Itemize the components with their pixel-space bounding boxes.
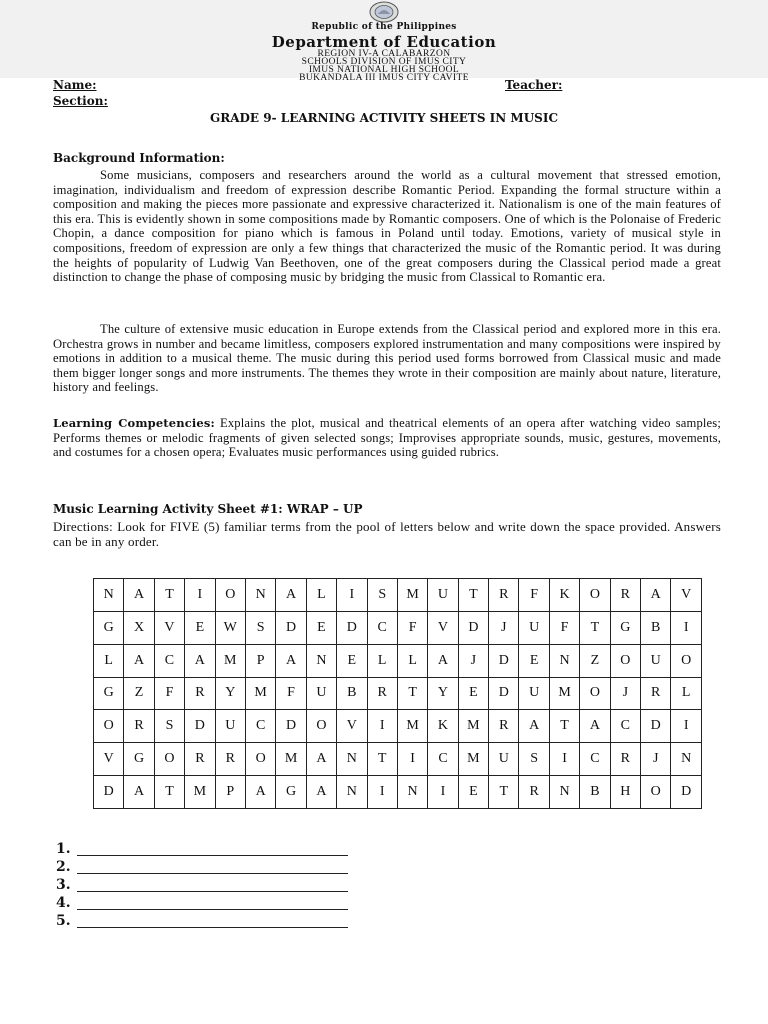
grid-cell[interactable]: F — [154, 677, 184, 710]
grid-cell[interactable]: T — [549, 710, 579, 743]
grid-cell[interactable]: A — [428, 644, 458, 677]
grid-cell[interactable]: I — [549, 743, 579, 776]
teacher-field[interactable]: Teacher: — [505, 78, 563, 92]
grid-cell[interactable]: S — [245, 611, 275, 644]
grid-cell[interactable]: N — [337, 776, 367, 809]
grid-cell[interactable]: T — [367, 743, 397, 776]
grid-cell[interactable]: N — [94, 579, 124, 612]
grid-cell[interactable]: T — [458, 579, 488, 612]
grid-cell[interactable]: Y — [428, 677, 458, 710]
grid-cell[interactable]: C — [245, 710, 275, 743]
grid-cell[interactable]: O — [306, 710, 336, 743]
grid-cell[interactable]: K — [549, 579, 579, 612]
grid-cell[interactable]: S — [154, 710, 184, 743]
grid-cell[interactable]: A — [124, 644, 154, 677]
grid-cell[interactable]: U — [215, 710, 245, 743]
activity-directions: Directions: Look for FIVE (5) familiar terms from the pool of letters below and write down the space provided. Answers can be in any order. — [53, 519, 721, 549]
grid-cell[interactable]: I — [428, 776, 458, 809]
grid-cell[interactable]: K — [428, 710, 458, 743]
grid-cell[interactable]: R — [519, 776, 549, 809]
grid-cell[interactable]: F — [549, 611, 579, 644]
deped-seal-icon — [369, 1, 399, 23]
grid-cell[interactable]: A — [124, 776, 154, 809]
grid-row — [94, 776, 702, 809]
grid-cell[interactable]: R — [489, 710, 519, 743]
grid-row — [94, 710, 702, 743]
grid-cell[interactable]: N — [549, 644, 579, 677]
answer-number: 5. — [56, 913, 71, 929]
grid-cell[interactable]: G — [276, 776, 306, 809]
grid-cell[interactable]: U — [641, 644, 671, 677]
grid-cell[interactable]: I — [397, 743, 427, 776]
grid-cell[interactable]: N — [337, 743, 367, 776]
region-line: REGION IV-A CALABARZON — [317, 49, 451, 59]
grid-cell[interactable]: A — [124, 579, 154, 612]
grid-cell[interactable]: A — [306, 743, 336, 776]
grid-cell[interactable]: Y — [215, 677, 245, 710]
grid-cell[interactable]: F — [519, 579, 549, 612]
grid-cell[interactable]: M — [185, 776, 215, 809]
background-paragraph-1: Some musicians, composers and researchers around the world as a cultural movement that stressed emotion, imagination, individualism and freedom of expression describe Romantic Period. Expanding the formal structure within a composition and making the pieces more passionate and expressive characterized it. Nationalism is one of the main features of this era. This is evidently shown in some compositions made by Romantic composers. One of which is the Polonaise of Frederic Chopin, a dance composition for piano which is famous in Poland until today. Emotions, variety of musical style in compositions, freedom of expression are only a few things that characterized the music of the Romantic period. It was during the heights of popularity of Ludwig Van Beethoven, one of the great composers during the Classical period made a great distinction to change the phase of composing music by bridging the music from Classical to Romantic era. — [53, 168, 721, 285]
grid-cell[interactable]: R — [641, 677, 671, 710]
grid-cell[interactable]: P — [215, 776, 245, 809]
grid-cell[interactable]: O — [580, 677, 610, 710]
grid-cell[interactable]: X — [124, 611, 154, 644]
grid-cell[interactable]: F — [276, 677, 306, 710]
grid-cell[interactable]: V — [154, 611, 184, 644]
grid-cell[interactable]: I — [671, 710, 702, 743]
grid-cell[interactable]: D — [276, 611, 306, 644]
grid-cell[interactable]: R — [215, 743, 245, 776]
grid-cell[interactable]: D — [458, 611, 488, 644]
grid-cell[interactable]: O — [580, 579, 610, 612]
grid-cell[interactable]: J — [641, 743, 671, 776]
background-heading: Background Information: — [53, 151, 225, 165]
grid-cell[interactable]: T — [489, 776, 519, 809]
grid-cell[interactable]: L — [671, 677, 702, 710]
grid-cell[interactable]: U — [519, 677, 549, 710]
grid-cell[interactable]: U — [306, 677, 336, 710]
answer-number: 2. — [56, 859, 71, 875]
grid-cell[interactable]: D — [276, 710, 306, 743]
answer-blank[interactable] — [77, 927, 348, 928]
grid-cell[interactable]: E — [337, 644, 367, 677]
grid-row — [94, 644, 702, 677]
grid-cell[interactable]: G — [94, 677, 124, 710]
grid-cell[interactable]: C — [580, 743, 610, 776]
grid-cell[interactable]: D — [489, 677, 519, 710]
grid-row — [94, 677, 702, 710]
grid-cell[interactable]: O — [94, 710, 124, 743]
grid-cell[interactable]: O — [154, 743, 184, 776]
grid-cell[interactable]: D — [185, 710, 215, 743]
grid-cell[interactable]: U — [489, 743, 519, 776]
page-title: GRADE 9- LEARNING ACTIVITY SHEETS IN MUSIC — [209, 111, 559, 125]
answer-blank[interactable] — [77, 873, 348, 874]
grid-cell[interactable]: E — [185, 611, 215, 644]
grid-cell[interactable]: I — [367, 776, 397, 809]
grid-cell[interactable]: N — [306, 644, 336, 677]
grid-cell[interactable]: M — [397, 710, 427, 743]
grid-cell[interactable]: O — [610, 644, 640, 677]
division-line: SCHOOLS DIVISION OF IMUS CITY — [301, 57, 467, 67]
grid-cell[interactable]: G — [94, 611, 124, 644]
grid-cell[interactable]: C — [428, 743, 458, 776]
grid-cell[interactable]: S — [367, 579, 397, 612]
answer-blank[interactable] — [77, 891, 348, 892]
answer-number: 3. — [56, 877, 71, 893]
grid-cell[interactable]: D — [489, 644, 519, 677]
grid-cell[interactable]: M — [458, 743, 488, 776]
grid-cell[interactable]: N — [671, 743, 702, 776]
grid-cell[interactable]: G — [124, 743, 154, 776]
grid-cell[interactable]: R — [124, 710, 154, 743]
grid-cell[interactable]: R — [185, 677, 215, 710]
grid-cell[interactable]: M — [245, 677, 275, 710]
department-line: Department of Education — [271, 33, 497, 51]
grid-cell[interactable]: D — [94, 776, 124, 809]
grid-cell[interactable]: M — [549, 677, 579, 710]
school-line: IMUS NATIONAL HIGH SCHOOL — [308, 65, 460, 75]
grid-cell[interactable]: H — [610, 776, 640, 809]
grid-cell[interactable]: B — [337, 677, 367, 710]
grid-cell[interactable]: B — [580, 776, 610, 809]
grid-cell[interactable]: U — [428, 579, 458, 612]
grid-cell[interactable]: A — [306, 776, 336, 809]
grid-cell[interactable]: Z — [124, 677, 154, 710]
answer-blank[interactable] — [77, 909, 348, 910]
grid-cell[interactable]: A — [519, 710, 549, 743]
grid-cell[interactable]: N — [397, 776, 427, 809]
grid-cell[interactable]: T — [580, 611, 610, 644]
grid-cell[interactable]: C — [610, 710, 640, 743]
grid-cell[interactable]: J — [610, 677, 640, 710]
grid-cell[interactable]: L — [94, 644, 124, 677]
name-field[interactable]: Name: — [53, 78, 97, 92]
grid-cell[interactable]: M — [276, 743, 306, 776]
grid-cell[interactable]: E — [306, 611, 336, 644]
address-line: BUKANDALA III IMUS CITY CAVITE — [299, 73, 469, 83]
grid-row — [94, 579, 702, 612]
grid-cell[interactable]: I — [337, 579, 367, 612]
grid-cell[interactable]: V — [428, 611, 458, 644]
grid-cell[interactable]: J — [458, 644, 488, 677]
section-field[interactable]: Section: — [53, 94, 108, 108]
grid-cell[interactable]: E — [458, 677, 488, 710]
grid-cell[interactable]: F — [397, 611, 427, 644]
grid-cell[interactable]: Z — [580, 644, 610, 677]
grid-cell[interactable]: I — [185, 579, 215, 612]
grid-cell[interactable]: A — [276, 579, 306, 612]
grid-cell[interactable]: C — [154, 644, 184, 677]
grid-row — [94, 611, 702, 644]
grid-cell[interactable]: W — [215, 611, 245, 644]
grid-cell[interactable]: R — [610, 743, 640, 776]
grid-cell[interactable]: I — [367, 710, 397, 743]
grid-cell[interactable]: V — [671, 579, 702, 612]
republic-line: Republic of the Philippines — [311, 22, 457, 32]
grid-cell[interactable]: O — [245, 743, 275, 776]
word-search-grid — [93, 578, 702, 809]
competencies-label: Learning Competencies: — [53, 416, 215, 430]
grid-cell[interactable]: L — [397, 644, 427, 677]
grid-cell[interactable]: A — [245, 776, 275, 809]
activity-title: Music Learning Activity Sheet #1: WRAP – UP — [53, 502, 363, 516]
grid-cell[interactable]: N — [549, 776, 579, 809]
grid-cell[interactable]: R — [489, 579, 519, 612]
grid-cell[interactable]: E — [519, 644, 549, 677]
grid-cell[interactable]: L — [306, 579, 336, 612]
grid-cell[interactable]: O — [641, 776, 671, 809]
grid-cell[interactable]: J — [489, 611, 519, 644]
grid-cell[interactable]: V — [337, 710, 367, 743]
grid-cell[interactable]: R — [610, 579, 640, 612]
grid-cell[interactable]: R — [367, 677, 397, 710]
grid-cell[interactable]: A — [580, 710, 610, 743]
grid-cell[interactable]: G — [610, 611, 640, 644]
grid-cell[interactable]: S — [519, 743, 549, 776]
grid-cell[interactable]: T — [154, 579, 184, 612]
grid-cell[interactable]: O — [215, 579, 245, 612]
grid-cell[interactable]: N — [245, 579, 275, 612]
answer-number: 4. — [56, 895, 71, 911]
grid-cell[interactable]: B — [641, 611, 671, 644]
grid-cell[interactable]: P — [245, 644, 275, 677]
grid-cell[interactable]: I — [671, 611, 702, 644]
grid-cell[interactable]: A — [641, 579, 671, 612]
grid-cell[interactable]: U — [519, 611, 549, 644]
grid-cell[interactable]: T — [154, 776, 184, 809]
grid-cell[interactable]: M — [397, 579, 427, 612]
grid-cell[interactable]: M — [458, 710, 488, 743]
background-paragraph-2: The culture of extensive music education in Europe extends from the Classical period and explored more in this era. Orchestra grows in number and became limitless, composers explored instrumentation and many compositions were inspired by emotions in addition to a musical theme. The music during this period used forms borrowed from Classical music and made them bigger longer songs and more instruments. The themes they wrote in their composition are mainly about nature, literature, history and feelings. — [53, 322, 721, 395]
grid-cell[interactable]: E — [458, 776, 488, 809]
competencies-text: Explains the plot, musical and theatrical elements of an opera after watching video samples; Performs themes or melodic fragments of given selected songs; Improvises appropriate sounds, music, gestures, movements, and costumes for a chosen opera; Evaluates music performances using guided rubrics. — [53, 416, 721, 460]
grid-cell[interactable]: D — [671, 776, 702, 809]
grid-cell[interactable]: C — [367, 611, 397, 644]
grid-cell[interactable]: A — [185, 644, 215, 677]
grid-cell[interactable]: R — [185, 743, 215, 776]
grid-cell[interactable]: D — [337, 611, 367, 644]
grid-row — [94, 743, 702, 776]
grid-cell[interactable]: O — [671, 644, 702, 677]
grid-cell[interactable]: V — [94, 743, 124, 776]
grid-cell[interactable]: L — [367, 644, 397, 677]
grid-cell[interactable]: D — [641, 710, 671, 743]
answer-number: 1. — [56, 841, 71, 857]
learning-competencies — [53, 416, 721, 460]
answer-blank[interactable] — [77, 855, 348, 856]
grid-cell[interactable]: M — [215, 644, 245, 677]
grid-cell[interactable]: A — [276, 644, 306, 677]
grid-cell[interactable]: T — [397, 677, 427, 710]
